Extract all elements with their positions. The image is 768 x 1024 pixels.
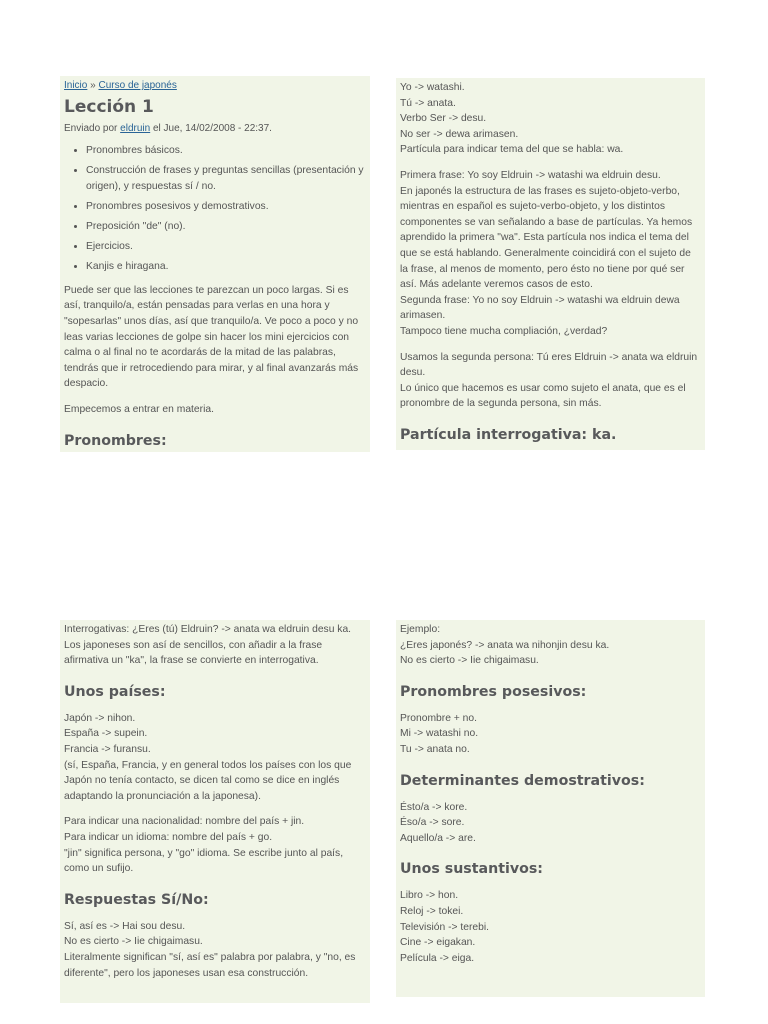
- page-title: Lección 1: [64, 96, 154, 117]
- text-line: Tampoco tiene mucha compliación, ¿verdad?: [400, 325, 608, 337]
- text-line: Partícula para indicar tema del que se habla: wa.: [400, 144, 624, 156]
- breadcrumb: [64, 78, 366, 94]
- text-line: "jin" significa persona, y "go" idioma. Se escribe junto al país, como un sufijo.: [64, 847, 344, 875]
- text-line: Tu -> anata no.: [400, 743, 470, 755]
- text-line: ¿Eres japonés? -> anata wa nihonjin desu ka.: [400, 639, 610, 651]
- text-line: Los japoneses son así de sencillos, con añadir a la frase afirmativa un "ka", la frase se convierte en interrogativa.: [64, 639, 323, 667]
- intro-paragraph: Puede ser que las lecciones te parezcan un poco largas. Si es así, tranquilo/a, están pensadas para verlas en una hora y "sopesarlas" unos días, así que tranquilo/a. Ve poco a poco y no leas varias lecciones de golpe sin hacer los mini ejercicios con calma o al final no te acordarás de la mitad de las palabras, tendrás que ir retrocediendo para mirar, y al final avanzarás más despacio.: [64, 284, 359, 390]
- text-line: Para indicar un idioma: nombre del país + go.: [64, 831, 273, 843]
- pronoun-list: [400, 80, 701, 158]
- text-line: Verbo Ser -> desu.: [400, 113, 487, 125]
- text-line: Película -> eiga.: [400, 952, 475, 964]
- text-line: España -> supein.: [64, 728, 148, 740]
- submitted-prefix: Enviado por: [64, 123, 121, 135]
- text-line: Mi -> watashi no.: [400, 728, 479, 740]
- page-panel-top-right: [396, 78, 705, 450]
- section-heading-respuestas: Respuestas Sí/No:: [64, 891, 209, 908]
- page-panel-bottom-right: [396, 620, 705, 997]
- first-sentence-paragraph: [400, 168, 701, 340]
- list-item: • Construcción de frases y preguntas sencillas (presentación y origen), y respuestas sí / no.: [86, 163, 366, 195]
- second-person-paragraph: [400, 350, 701, 412]
- text-line: Ésto/a -> kore.: [400, 801, 468, 813]
- section-heading-pronombres: Pronombres:: [64, 432, 167, 449]
- text-line: Lo único que hacemos es usar como sujeto el anata, que es el pronombre de la segunda persona, sin más.: [400, 382, 686, 410]
- text-line: Reloj -> tokei.: [400, 905, 464, 917]
- section-heading-posesivos: Pronombres posesivos:: [400, 683, 587, 700]
- possessive-paragraph: [400, 711, 701, 758]
- text-line: No es cierto -> Iie chigaimasu.: [64, 936, 203, 948]
- list-item: • Pronombres básicos.: [86, 143, 366, 159]
- text-line: Éso/a -> sore.: [400, 817, 465, 829]
- list-item: • Ejercicios.: [86, 239, 366, 255]
- text-line: (sí, España, Francia, y en general todos los países con los que Japón no tenía contacto, se dicen tal como se dice en inglés adaptando la pronunciación a la japonesa).: [64, 759, 352, 802]
- text-line: Para indicar una nacionalidad: nombre del país + jin.: [64, 816, 305, 828]
- section-heading-particula-interrogativa: Partícula interrogativa: ka.: [400, 426, 617, 443]
- breadcrumb-course-link[interactable]: Curso de japonés: [98, 80, 177, 91]
- lesson-topics-list: [64, 143, 366, 275]
- text-line: Literalmente significan "sí, así es" palabra por palabra, y "no, es diferente", pero los japoneses usan esa construcción.: [64, 951, 356, 979]
- text-line: Interrogativas: ¿Eres (tú) Eldruin? -> anata wa eldruin desu ka.: [64, 624, 352, 635]
- start-paragraph: Empecemos a entrar en materia.: [64, 403, 214, 415]
- text-line: No ser -> dewa arimasen.: [400, 128, 519, 140]
- text-line: Francia -> furansu.: [64, 743, 151, 755]
- list-item: • Kanjis e hiragana.: [86, 259, 366, 275]
- text-line: Yo -> watashi.: [400, 82, 465, 93]
- text-line: Ejemplo:: [400, 624, 441, 635]
- text-line: No es cierto -> Iie chigaimasu.: [400, 655, 539, 667]
- nationality-paragraph: [64, 814, 366, 876]
- example-paragraph: [400, 622, 701, 669]
- text-line: Primera frase: Yo soy Eldruin -> watashi wa eldruin desu.: [400, 169, 661, 181]
- text-line: Cine -> eigakan.: [400, 937, 476, 949]
- answers-paragraph: [64, 919, 366, 981]
- page-panel-top-left: [60, 76, 370, 452]
- submitted-info: [64, 121, 366, 137]
- submitted-date: el Jue, 14/02/2008 - 22:37.: [150, 123, 272, 135]
- section-heading-paises: Unos países:: [64, 683, 166, 700]
- text-line: Segunda frase: Yo no soy Eldruin -> watashi wa eldruin dewa arimasen.: [400, 294, 680, 322]
- breadcrumb-home-link[interactable]: Inicio: [64, 80, 88, 91]
- nouns-paragraph: [400, 888, 701, 966]
- demonstrative-paragraph: [400, 800, 701, 847]
- text-line: Japón -> nihon.: [64, 712, 136, 724]
- text-line: Tú -> anata.: [400, 97, 456, 109]
- breadcrumb-separator: »: [87, 80, 99, 91]
- section-heading-demostrativos: Determinantes demostrativos:: [400, 772, 645, 789]
- text-line: Televisión -> terebi.: [400, 921, 489, 933]
- text-line: Libro -> hon.: [400, 890, 459, 902]
- text-line: Sí, así es -> Hai sou desu.: [64, 920, 186, 932]
- page-panel-bottom-left: [60, 620, 370, 1003]
- section-heading-sustantivos: Unos sustantivos:: [400, 861, 543, 878]
- text-line: Pronombre + no.: [400, 712, 477, 724]
- text-line: En japonés la estructura de las frases es sujeto-objeto-verbo, mientras en español es sujeto-verbo-objeto, y los distintos componentes se van señalando a base de partículas. Ya hemos aprendido la primera "wa". Esta partícula nos indica el tema del que se está hablando. Generalmente coincidirá con el sujeto de la frase, al menos de momento, pero ésto no tiene por qué ser así. Más adelante veremos casos de esto.: [400, 185, 693, 291]
- text-line: Aquello/a -> are.: [400, 832, 476, 844]
- author-link[interactable]: eldruin: [120, 123, 151, 135]
- countries-paragraph: [64, 711, 366, 805]
- list-item: • Preposición "de" (no).: [86, 219, 366, 235]
- interrogative-paragraph: [64, 622, 366, 669]
- text-line: Usamos la segunda persona: Tú eres Eldruin -> anata wa eldruin desu.: [400, 351, 698, 379]
- list-item: • Pronombres posesivos y demostrativos.: [86, 199, 366, 215]
